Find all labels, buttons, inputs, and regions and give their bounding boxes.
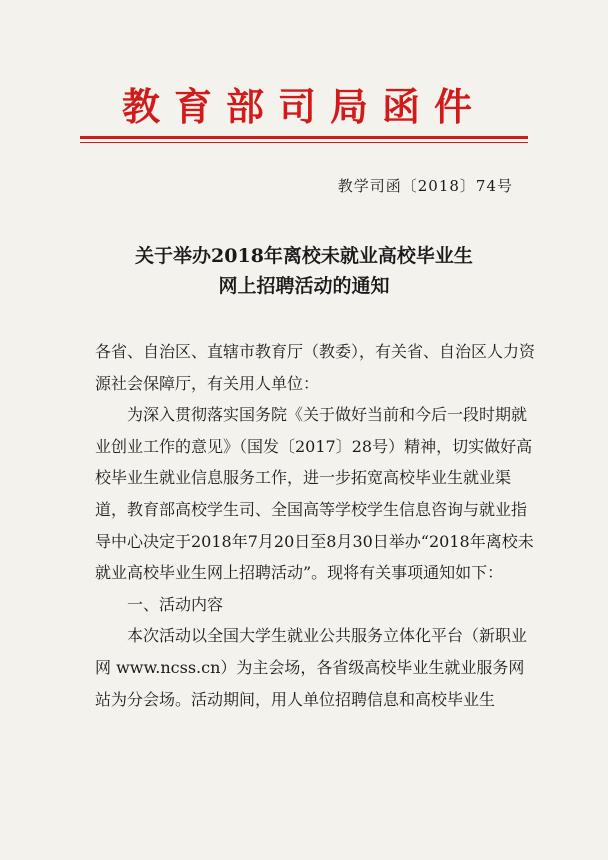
paragraph-intro: 为深入贯彻落实国务院《关于做好当前和今后一段时期就业创业工作的意见》（国发〔2017〕28号）精神，切实做好高校毕业生就业信息服务工作，进一步拓宽高校毕业生就业渠道，教育部高校学生司、全国高等学校学生信息咨询与就业指导中心决定于2018年7月20日至8月30日举办“2018年离校未就业高校毕业生网上招聘活动”。现将有关事项通知如下： [95,405,534,583]
paragraph-content: 本次活动以全国大学生就业公共服务立体化平台（新职业网 www.ncss.cn）为主会场，各省级高校毕业生就业服务网站为分会场。活动期间，用人单位招聘信息和高校毕业生 [95,626,528,709]
document-body [95,336,535,715]
red-divider-thick [80,136,528,139]
salutation: 各省、自治区、直辖市教育厅（教委），有关省、自治区人力资源社会保障厅，有关用人单位： [95,342,536,393]
red-divider-thin [80,142,528,143]
notice-title-line1: 关于举办2018年离校未就业高校毕业生 [135,245,473,267]
document-number: 教学司函〔2018〕74号 [337,177,513,195]
section-heading: 一、活动内容 [127,594,224,614]
letterhead-title: 教育部司局函件 [121,84,486,129]
notice-title-line2: 网上招聘活动的通知 [218,275,390,297]
